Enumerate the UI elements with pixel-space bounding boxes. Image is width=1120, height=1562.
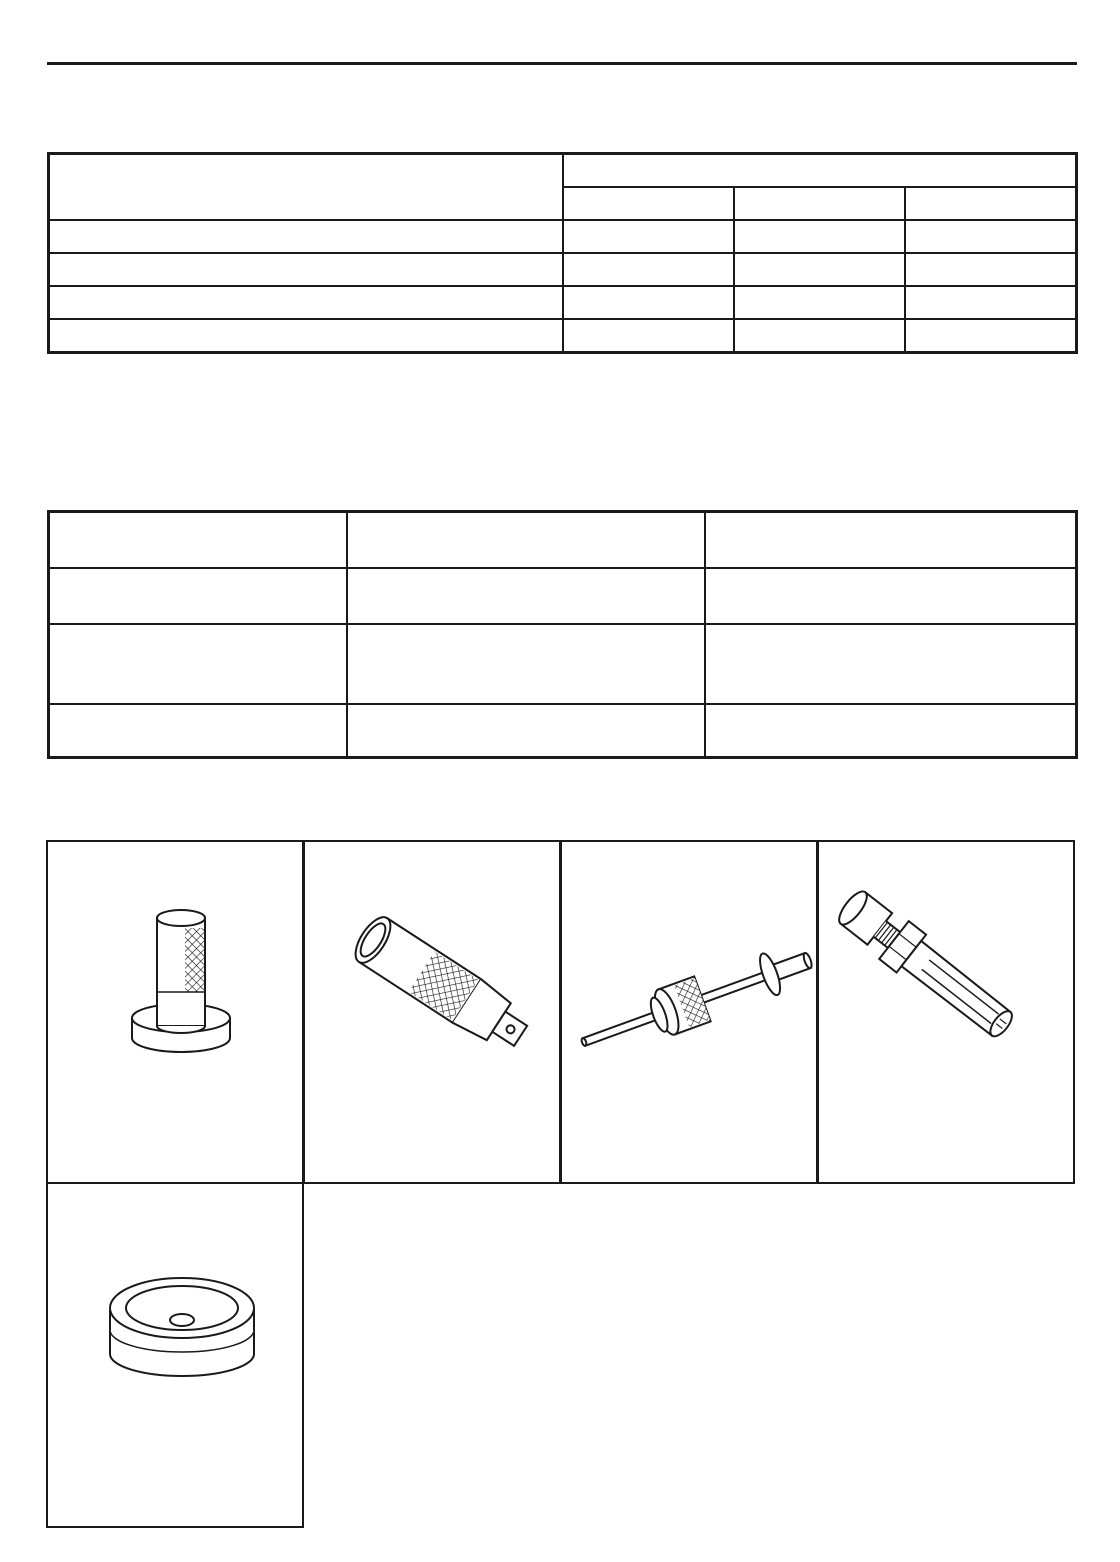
socket-extension-icon bbox=[305, 842, 563, 1186]
tool-table-row bbox=[49, 704, 1077, 758]
tool-number-table bbox=[47, 510, 1078, 759]
tool-table-header bbox=[705, 512, 1077, 569]
spec-value bbox=[905, 220, 1076, 253]
header-rule bbox=[47, 62, 1077, 65]
tool-cell-4 bbox=[817, 840, 1075, 1184]
tool-cell-1 bbox=[46, 840, 304, 1184]
special-tools-grid bbox=[46, 840, 1076, 1528]
spec-item-header bbox=[49, 154, 564, 221]
spec-value bbox=[563, 220, 734, 253]
spec-row bbox=[49, 253, 1077, 286]
spec-item bbox=[49, 220, 564, 253]
tool-table-cell bbox=[705, 568, 1077, 624]
tool-table-cell bbox=[49, 704, 347, 758]
tool-cell-5 bbox=[46, 1182, 304, 1528]
tool-table-cell bbox=[49, 624, 347, 704]
spec-subcolumn bbox=[905, 187, 1076, 220]
tool-table-row bbox=[49, 568, 1077, 624]
tool-table-cell bbox=[347, 704, 705, 758]
tool-table-cell bbox=[347, 624, 705, 704]
tool-cell-3 bbox=[560, 840, 818, 1184]
specification-table bbox=[47, 152, 1078, 354]
spec-header-row bbox=[49, 154, 1077, 188]
cup-installer-icon bbox=[48, 1184, 306, 1530]
tool-table-header-row bbox=[49, 512, 1077, 569]
spec-item bbox=[49, 319, 564, 353]
tool-table-cell bbox=[49, 568, 347, 624]
spec-value bbox=[563, 286, 734, 319]
spec-item bbox=[49, 286, 564, 319]
spec-value bbox=[563, 319, 734, 353]
tool-table-cell bbox=[705, 624, 1077, 704]
tool-table-cell bbox=[347, 568, 705, 624]
tool-table-header bbox=[49, 512, 347, 569]
slide-hammer-icon bbox=[562, 842, 820, 1186]
spec-value bbox=[734, 253, 905, 286]
spec-value bbox=[905, 253, 1076, 286]
spec-value bbox=[905, 286, 1076, 319]
spec-value bbox=[734, 319, 905, 353]
tool-cell-2 bbox=[303, 840, 561, 1184]
spec-row bbox=[49, 286, 1077, 319]
spec-item bbox=[49, 253, 564, 286]
spec-value bbox=[905, 319, 1076, 353]
spec-group-header bbox=[563, 154, 1077, 188]
spec-value bbox=[563, 253, 734, 286]
spec-value bbox=[734, 286, 905, 319]
tool-table-header bbox=[347, 512, 705, 569]
tool-table-cell bbox=[705, 704, 1077, 758]
tool-table-row bbox=[49, 624, 1077, 704]
collet-puller-icon bbox=[819, 842, 1077, 1186]
spec-subcolumn bbox=[734, 187, 905, 220]
spec-row bbox=[49, 220, 1077, 253]
knurled-drift-icon bbox=[48, 842, 306, 1186]
spec-row bbox=[49, 319, 1077, 353]
spec-value bbox=[734, 220, 905, 253]
spec-subcolumn bbox=[563, 187, 734, 220]
